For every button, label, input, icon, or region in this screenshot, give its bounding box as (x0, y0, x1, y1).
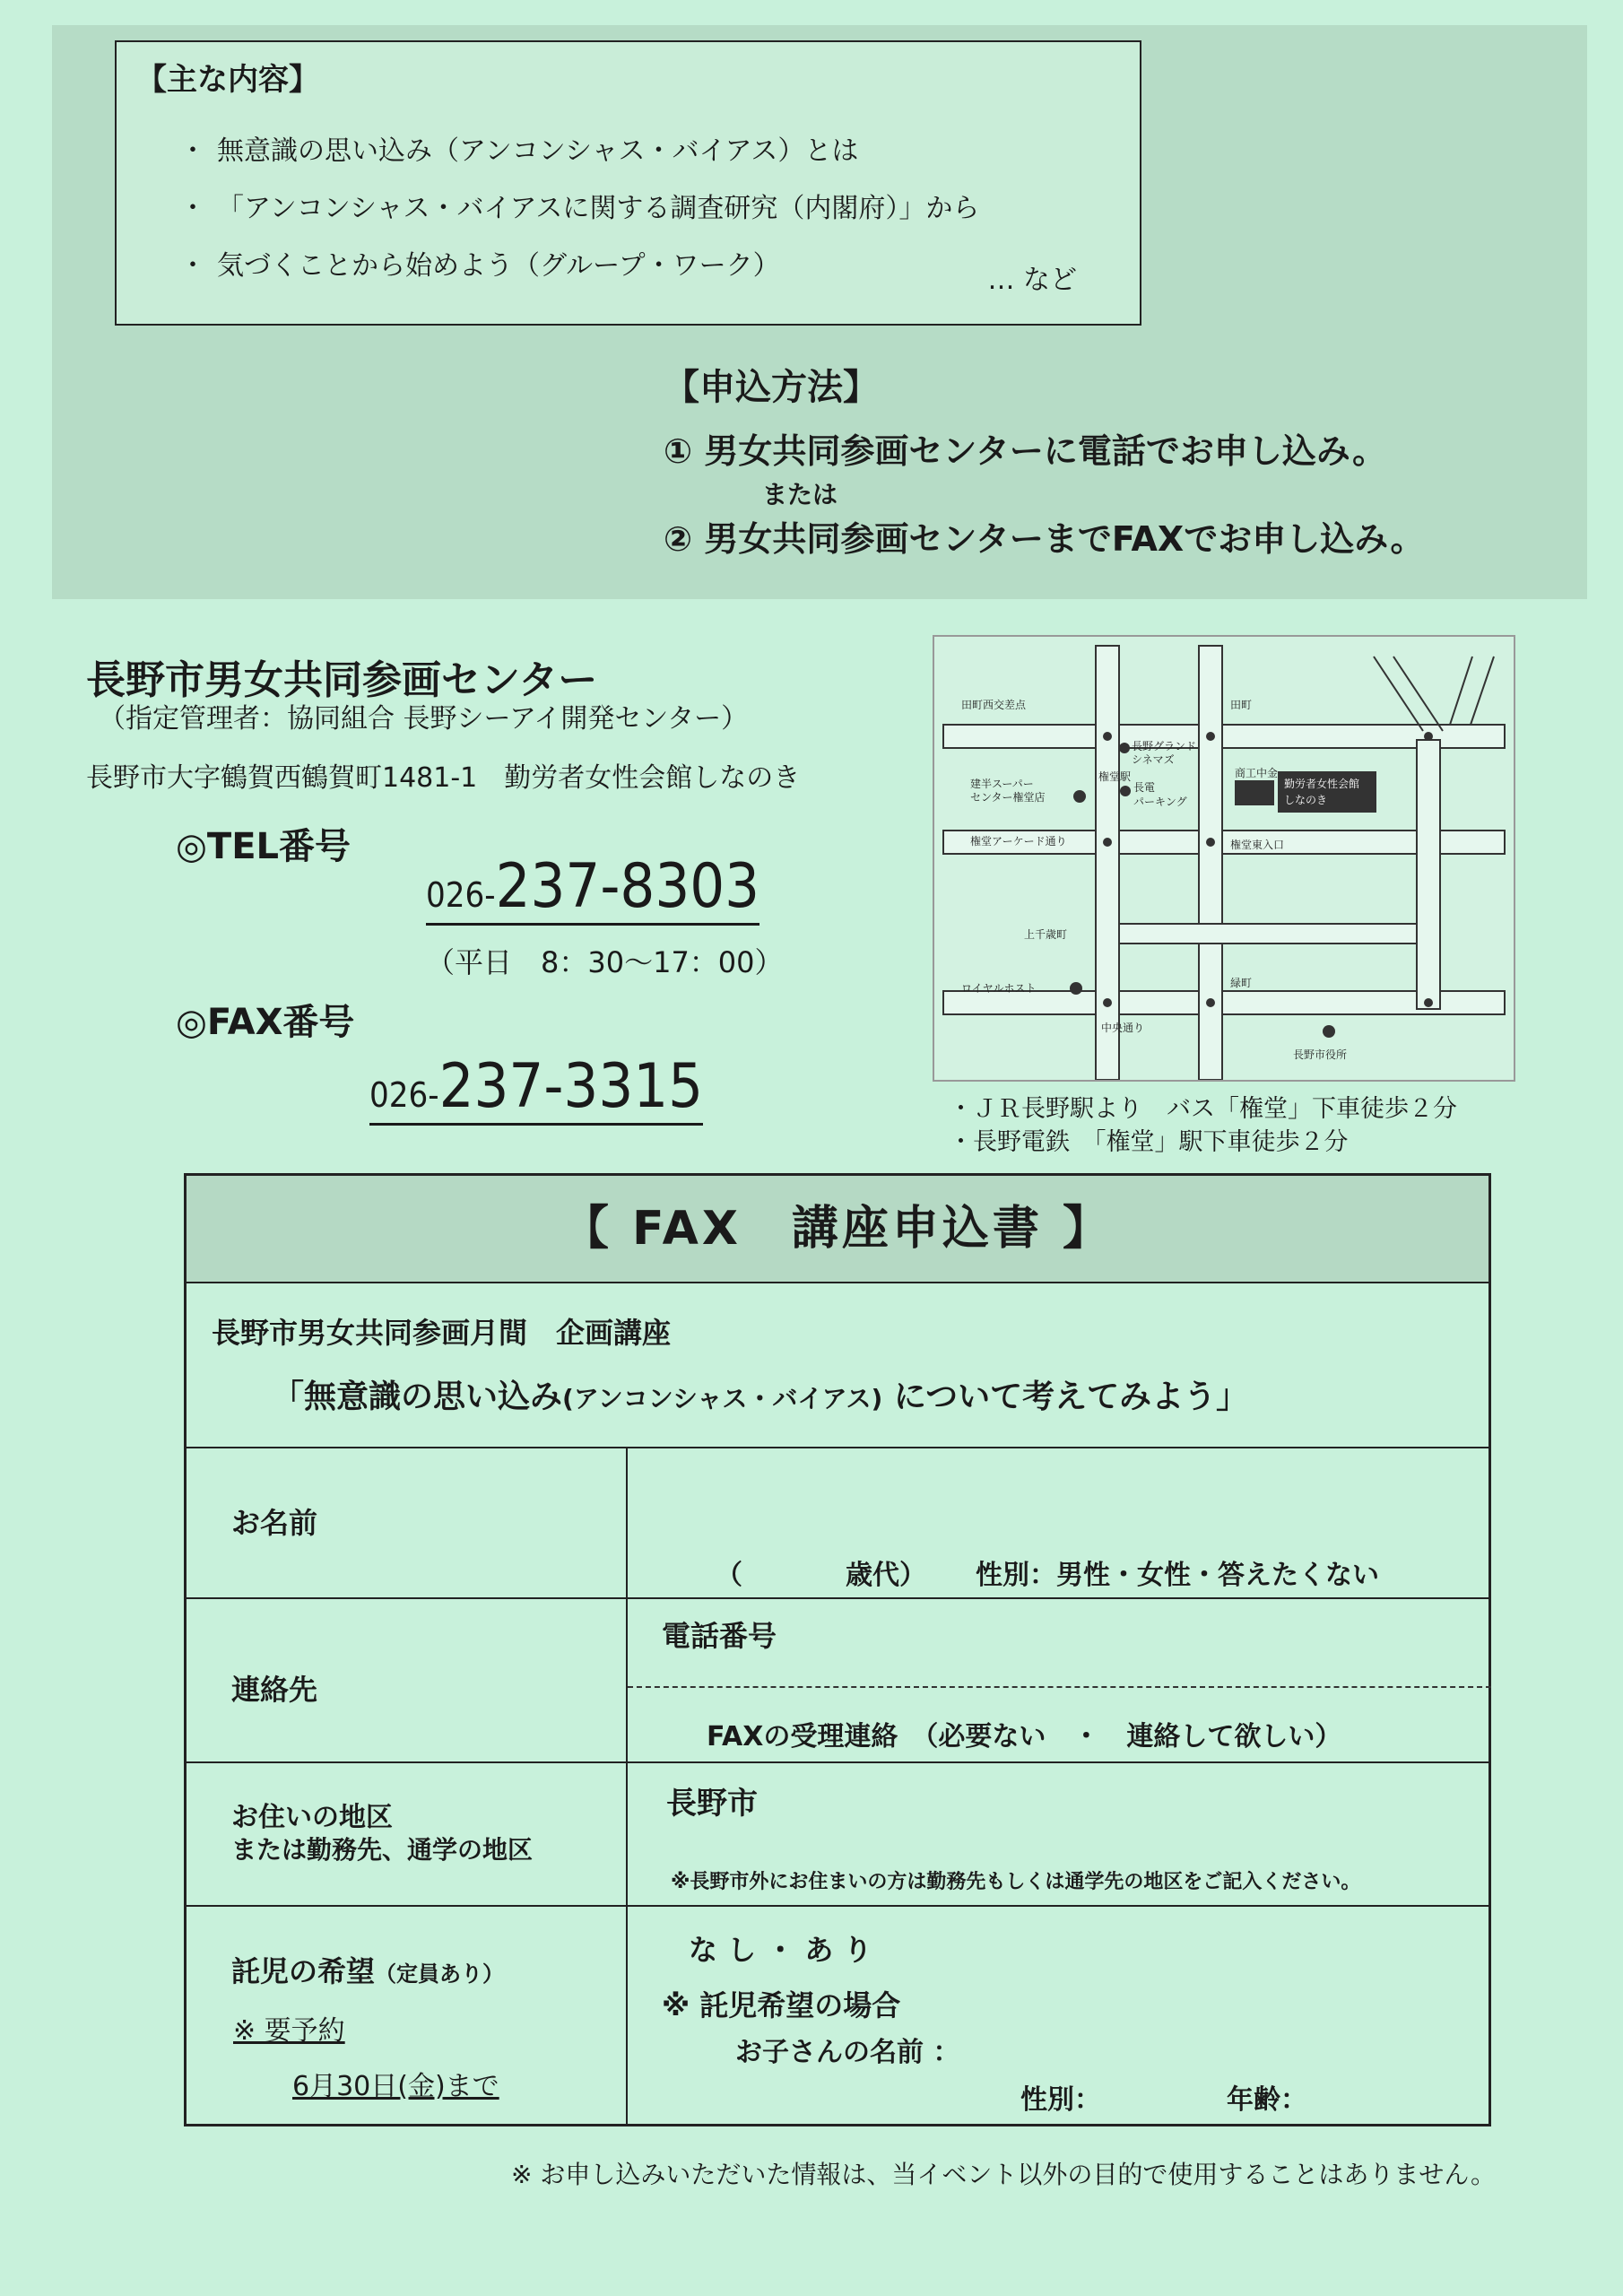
map-label: 権堂東入口 (1230, 839, 1285, 851)
map-signal (1103, 838, 1112, 847)
fax-application-form (184, 1173, 1491, 2126)
fax-confirm-options[interactable]: FAXの受理連絡 （必要ない ・ 連絡して欲しい） (707, 1721, 1342, 1752)
application-or: または (762, 480, 838, 509)
map-signal (1206, 732, 1215, 741)
map-road (1119, 924, 1417, 944)
map-signal (1424, 998, 1433, 1007)
area-note: ※長野市外にお住まいの方は勤務先もしくは通学先の地区をご記入ください。 (671, 1871, 1361, 1893)
list-item: ・ 無意識の思い込み（アンコンシャス・バイアス）とは (179, 135, 859, 167)
map-poi-marker (1073, 790, 1086, 803)
center-manager: （指定管理者：協同組合 長野シーアイ開発センター） (99, 703, 749, 735)
application-header: 【申込方法】 (664, 367, 879, 408)
center-address: 長野市大字鶴賀西鶴賀町1481-1 勤労者女性会館しなのき (86, 762, 801, 794)
map-signal (1103, 998, 1112, 1007)
age-open: （ (716, 1560, 742, 1591)
row-divider (187, 1905, 1488, 1907)
business-hours: （平日 8：30～17：00） (426, 945, 784, 979)
map-label: 建半スーパー (970, 778, 1034, 790)
access-map (933, 635, 1515, 1082)
area-label: お住いの地区 (231, 1802, 393, 1833)
map-label: パーキング (1133, 796, 1187, 808)
map-label: しなのき (1284, 794, 1328, 806)
area-value: 長野市 (666, 1786, 758, 1822)
access-bus: ・ＪＲ長野駅より バス「権堂」下車徒歩２分 (949, 1095, 1457, 1123)
map-road (1417, 740, 1440, 1009)
reservation-note: ※ 要予約 (233, 2015, 345, 2047)
column-divider (626, 1447, 628, 2126)
access-train: ・長野電鉄 「権堂」駅下車徒歩２分 (949, 1128, 1349, 1156)
child-name-input[interactable] (994, 2023, 1478, 2065)
gender-options[interactable]: 性別：男性・女性・答えたくない (976, 1560, 1379, 1591)
list-item: ・ 「アンコンシャス・バイアスに関する調査研究（内閣府）」から (179, 193, 980, 224)
map-label: ロイヤルホスト (961, 982, 1037, 995)
map-poi-marker (1119, 743, 1130, 753)
child-gender-label: 性別： (1020, 2084, 1101, 2116)
area-input[interactable] (778, 1768, 1487, 1857)
contact-label: 連絡先 (231, 1673, 318, 1707)
map-label: 田町西交差点 (961, 699, 1027, 711)
row-divider (187, 1597, 1488, 1599)
map-road (1374, 657, 1423, 731)
application-option-phone: ① 男女共同参画センターに電話でお申し込み。 (664, 431, 1387, 471)
map-poi-marker (1070, 982, 1082, 995)
map-signal (1424, 732, 1433, 741)
map-label: 上千歳町 (1024, 928, 1068, 941)
map-road (1199, 646, 1222, 1080)
child-age-label: 年齢： (1227, 2084, 1307, 2116)
map-drawing (934, 637, 1514, 1080)
map-label: センター権堂店 (970, 791, 1046, 804)
name-label: お名前 (231, 1506, 318, 1540)
privacy-note: ※ お申し込みいただいた情報は、当イベント以外の目的で使用することはありません。 (511, 2160, 1497, 2189)
center-name: 長野市男女共同参画センター (86, 657, 598, 703)
area-label-sub: または勤務先、通学の地区 (231, 1835, 534, 1865)
map-venue-marker (1235, 780, 1274, 805)
map-label: 田町 (1230, 699, 1253, 711)
map-signal (1103, 732, 1112, 741)
map-label: 勤労者女性会館 (1284, 778, 1360, 790)
map-road (1450, 657, 1472, 725)
application-method (664, 359, 1424, 564)
age-input[interactable] (751, 1544, 850, 1587)
childcare-choice[interactable]: な し ・ あ り (689, 1933, 872, 1967)
main-content-list (179, 123, 1112, 295)
childcare-case: ※ 託児希望の場合 (662, 1988, 901, 2022)
contact-divider (628, 1686, 1491, 1688)
tel-number: 026-237-8303 (426, 857, 759, 926)
map-label: 商工中金 (1235, 767, 1279, 779)
deadline: 6月30日(金)まで (292, 2071, 499, 2102)
map-signal (1206, 998, 1215, 1007)
map-label: 権堂駅 (1098, 770, 1132, 783)
fax-label: ◎FAX番号 (176, 1002, 355, 1043)
map-label: 長野市役所 (1293, 1048, 1348, 1061)
map-label: 長電 (1133, 781, 1156, 794)
map-label: 中央通り (1101, 1022, 1145, 1034)
map-poi-marker (1323, 1025, 1335, 1038)
map-label: シネマズ (1132, 753, 1175, 766)
child-name-label: お子さんの名前 ： (735, 2037, 960, 2068)
map-road (1096, 646, 1119, 1080)
main-content-box (115, 40, 1141, 326)
form-title: 【 FAX 講座申込書 】 (187, 1176, 1488, 1283)
map-poi-marker (1120, 786, 1131, 796)
list-item: ・ 気づくことから始めよう（グループ・ワーク） (179, 250, 780, 282)
map-road (1471, 657, 1494, 725)
map-label: 緑町 (1230, 977, 1253, 989)
application-option-fax: ② 男女共同参画センターまでFAXでお申し込み。 (664, 519, 1425, 559)
phone-input[interactable] (814, 1606, 1478, 1678)
form-subtitle: 長野市男女共同参画月間 企画講座 (212, 1316, 672, 1350)
name-input[interactable] (628, 1448, 1491, 1538)
map-road (1393, 657, 1443, 731)
phone-label: 電話番号 (662, 1619, 777, 1653)
age-suffix: 歳代） (846, 1560, 926, 1591)
map-label: 権堂アーケード通り (970, 835, 1067, 848)
childcare-label: 託児の希望（定員あり） (231, 1954, 505, 1988)
map-signal (1206, 838, 1215, 847)
etc-note: … など (987, 265, 1077, 296)
fax-number: 026-237-3315 (369, 1057, 703, 1126)
main-content-header: 【主な内容】 (136, 62, 319, 98)
course-title: 「無意識の思い込み(アンコンシャス・バイアス) について考えてみよう」 (272, 1378, 1249, 1415)
tel-label: ◎TEL番号 (176, 826, 351, 867)
row-divider (187, 1761, 1488, 1763)
map-label: 長野グランド (1132, 740, 1197, 752)
